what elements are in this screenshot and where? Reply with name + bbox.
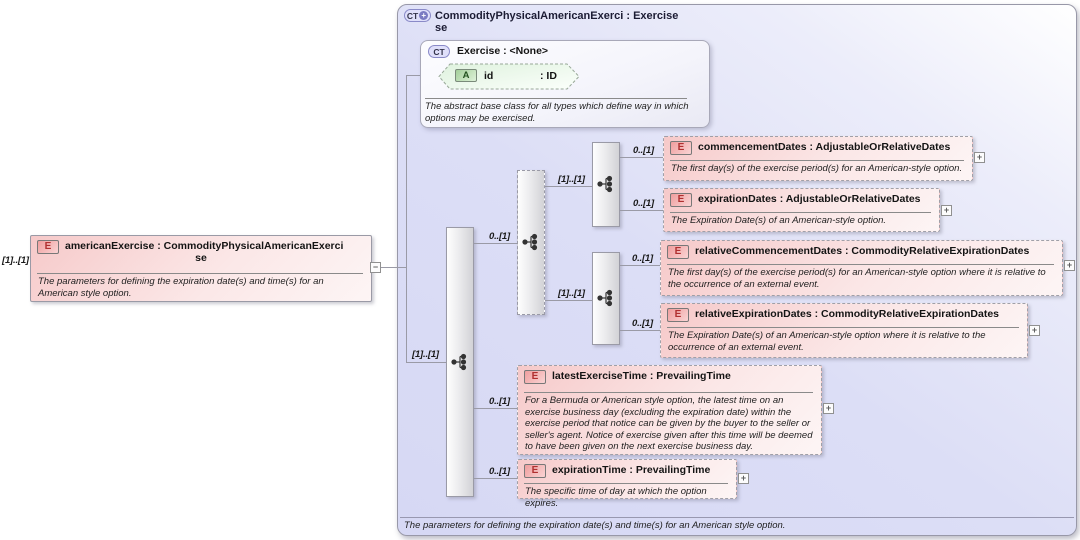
expand-icon[interactable]: + xyxy=(1029,325,1040,336)
cardinality-label: 0..[1] xyxy=(632,318,653,329)
element-badge-icon: E xyxy=(524,464,546,478)
choice-icon xyxy=(522,233,540,251)
complex-type-badge xyxy=(404,9,431,22)
ct-badge-label: CT xyxy=(406,10,419,21)
element-description: The specific time of day at which the option expires. xyxy=(525,486,707,509)
container-footer-text: The parameters for defining the expiration date(s) and time(s) for an American style option. xyxy=(404,520,786,531)
element-box-americanExercise xyxy=(30,235,372,302)
collapse-icon[interactable]: − xyxy=(370,262,381,273)
element-description: The parameters for defining the expiration date(s) and time(s) for an American style option. xyxy=(38,276,324,299)
element-box-latestExerciseTime xyxy=(517,365,822,455)
separator xyxy=(670,160,964,161)
attribute-type: : ID xyxy=(540,70,557,82)
separator xyxy=(425,98,687,99)
element-title: expirationTime : PrevailingTime xyxy=(552,464,711,476)
element-title: expirationDates : AdjustableOrRelativeDates xyxy=(698,193,921,205)
attribute-name: id xyxy=(484,70,494,82)
element-title: relativeExpirationDates : CommodityRelativeExpirationDates xyxy=(695,308,1000,320)
connector-line xyxy=(381,267,407,268)
element-box-expirationDates xyxy=(663,188,940,232)
sequence-relative-cardinality: [1]..[1] xyxy=(558,288,585,299)
expand-icon[interactable]: + xyxy=(823,403,834,414)
container-title-line1: CommodityPhysicalAmericanExerci : Exercise xyxy=(435,10,679,22)
connector-line xyxy=(620,330,660,331)
element-badge-icon: E xyxy=(524,370,546,384)
cardinality-label: 0..[1] xyxy=(633,145,654,156)
ct-badge-label: CT xyxy=(433,46,445,57)
connector-line xyxy=(620,157,663,158)
sequence-icon xyxy=(597,289,615,307)
element-title: commencementDates : AdjustableOrRelativeDates xyxy=(698,141,951,153)
cardinality-label: 0..[1] xyxy=(489,466,510,477)
connector-line xyxy=(406,75,407,363)
separator xyxy=(670,212,931,213)
container-footer-divider xyxy=(400,517,1074,518)
expand-icon[interactable]: + xyxy=(941,205,952,216)
separator xyxy=(524,392,813,393)
element-box-commencementDates xyxy=(663,136,973,181)
element-description: The first day(s) of the exercise period(s) for an American-style option. xyxy=(671,163,963,174)
connector-line xyxy=(474,478,517,479)
connector-line xyxy=(620,265,660,266)
connector-line xyxy=(474,408,517,409)
element-badge-icon: E xyxy=(667,308,689,322)
base-type-description: The abstract base class for all types which define way in which options may be exercised. xyxy=(425,101,689,124)
element-description: For a Bermuda or American style option, the latest time on an exercise business day (excluding the expiration date) within the exercise period that notice can be given by the buyer to the seller or seller's agent. Notice of exercise given after this time will be deemed to have been given on the next exercise business day. xyxy=(525,395,813,452)
separator xyxy=(667,264,1054,265)
element-title: relativeCommencementDates : CommodityRelativeExpirationDates xyxy=(695,245,1030,257)
separator xyxy=(37,273,363,274)
expand-icon[interactable]: + xyxy=(1064,260,1075,271)
element-description: The Expiration Date(s) of an American-style option. xyxy=(671,215,887,226)
element-title: latestExerciseTime : PrevailingTime xyxy=(552,370,731,382)
cardinality-label: 0..[1] xyxy=(632,253,653,264)
element-description: The first day(s) of the exercise period(s) for an American-style option where it is relative to the occurrence of an external event. xyxy=(668,267,1046,290)
connector-line xyxy=(545,186,592,187)
element-title-line1: americanExercise : CommodityPhysicalAmericanExerci xyxy=(65,240,344,252)
sequence-icon xyxy=(451,353,469,371)
ct-plus-icon: + xyxy=(419,11,428,20)
sequence-icon xyxy=(597,175,615,193)
element-box-relativeCommencementDates xyxy=(660,240,1063,296)
separator xyxy=(524,483,728,484)
cardinality-label: 0..[1] xyxy=(489,396,510,407)
base-type-badge xyxy=(428,45,450,58)
element-badge-icon: E xyxy=(667,245,689,259)
connector-line xyxy=(406,362,446,363)
element-badge-icon: E xyxy=(670,141,692,155)
element-box-expirationTime xyxy=(517,459,737,509)
connector-line xyxy=(474,243,517,244)
attribute-badge-icon: A xyxy=(455,69,477,82)
container-title-line2: se xyxy=(435,22,448,34)
expand-icon[interactable]: + xyxy=(738,473,749,484)
base-type-title: Exercise : <None> xyxy=(457,45,549,57)
element-badge-icon: E xyxy=(37,240,59,254)
element-badge-icon: E xyxy=(670,193,692,207)
source-cardinality-label: [1]..[1] xyxy=(2,255,29,266)
connector-line xyxy=(620,210,663,211)
separator xyxy=(667,327,1019,328)
cardinality-label: 0..[1] xyxy=(633,198,654,209)
expand-icon[interactable]: + xyxy=(974,152,985,163)
main-sequence-cardinality: [1]..[1] xyxy=(412,349,439,360)
element-title-line2: se xyxy=(195,252,207,264)
sequence-dates-cardinality: [1]..[1] xyxy=(558,174,585,185)
element-description: The Expiration Date(s) of an American-style option where it is relative to the occurrence of an external event. xyxy=(668,330,986,353)
connector-line xyxy=(545,300,592,301)
choice-cardinality: 0..[1] xyxy=(489,231,510,242)
element-box-relativeExpirationDates xyxy=(660,303,1028,358)
